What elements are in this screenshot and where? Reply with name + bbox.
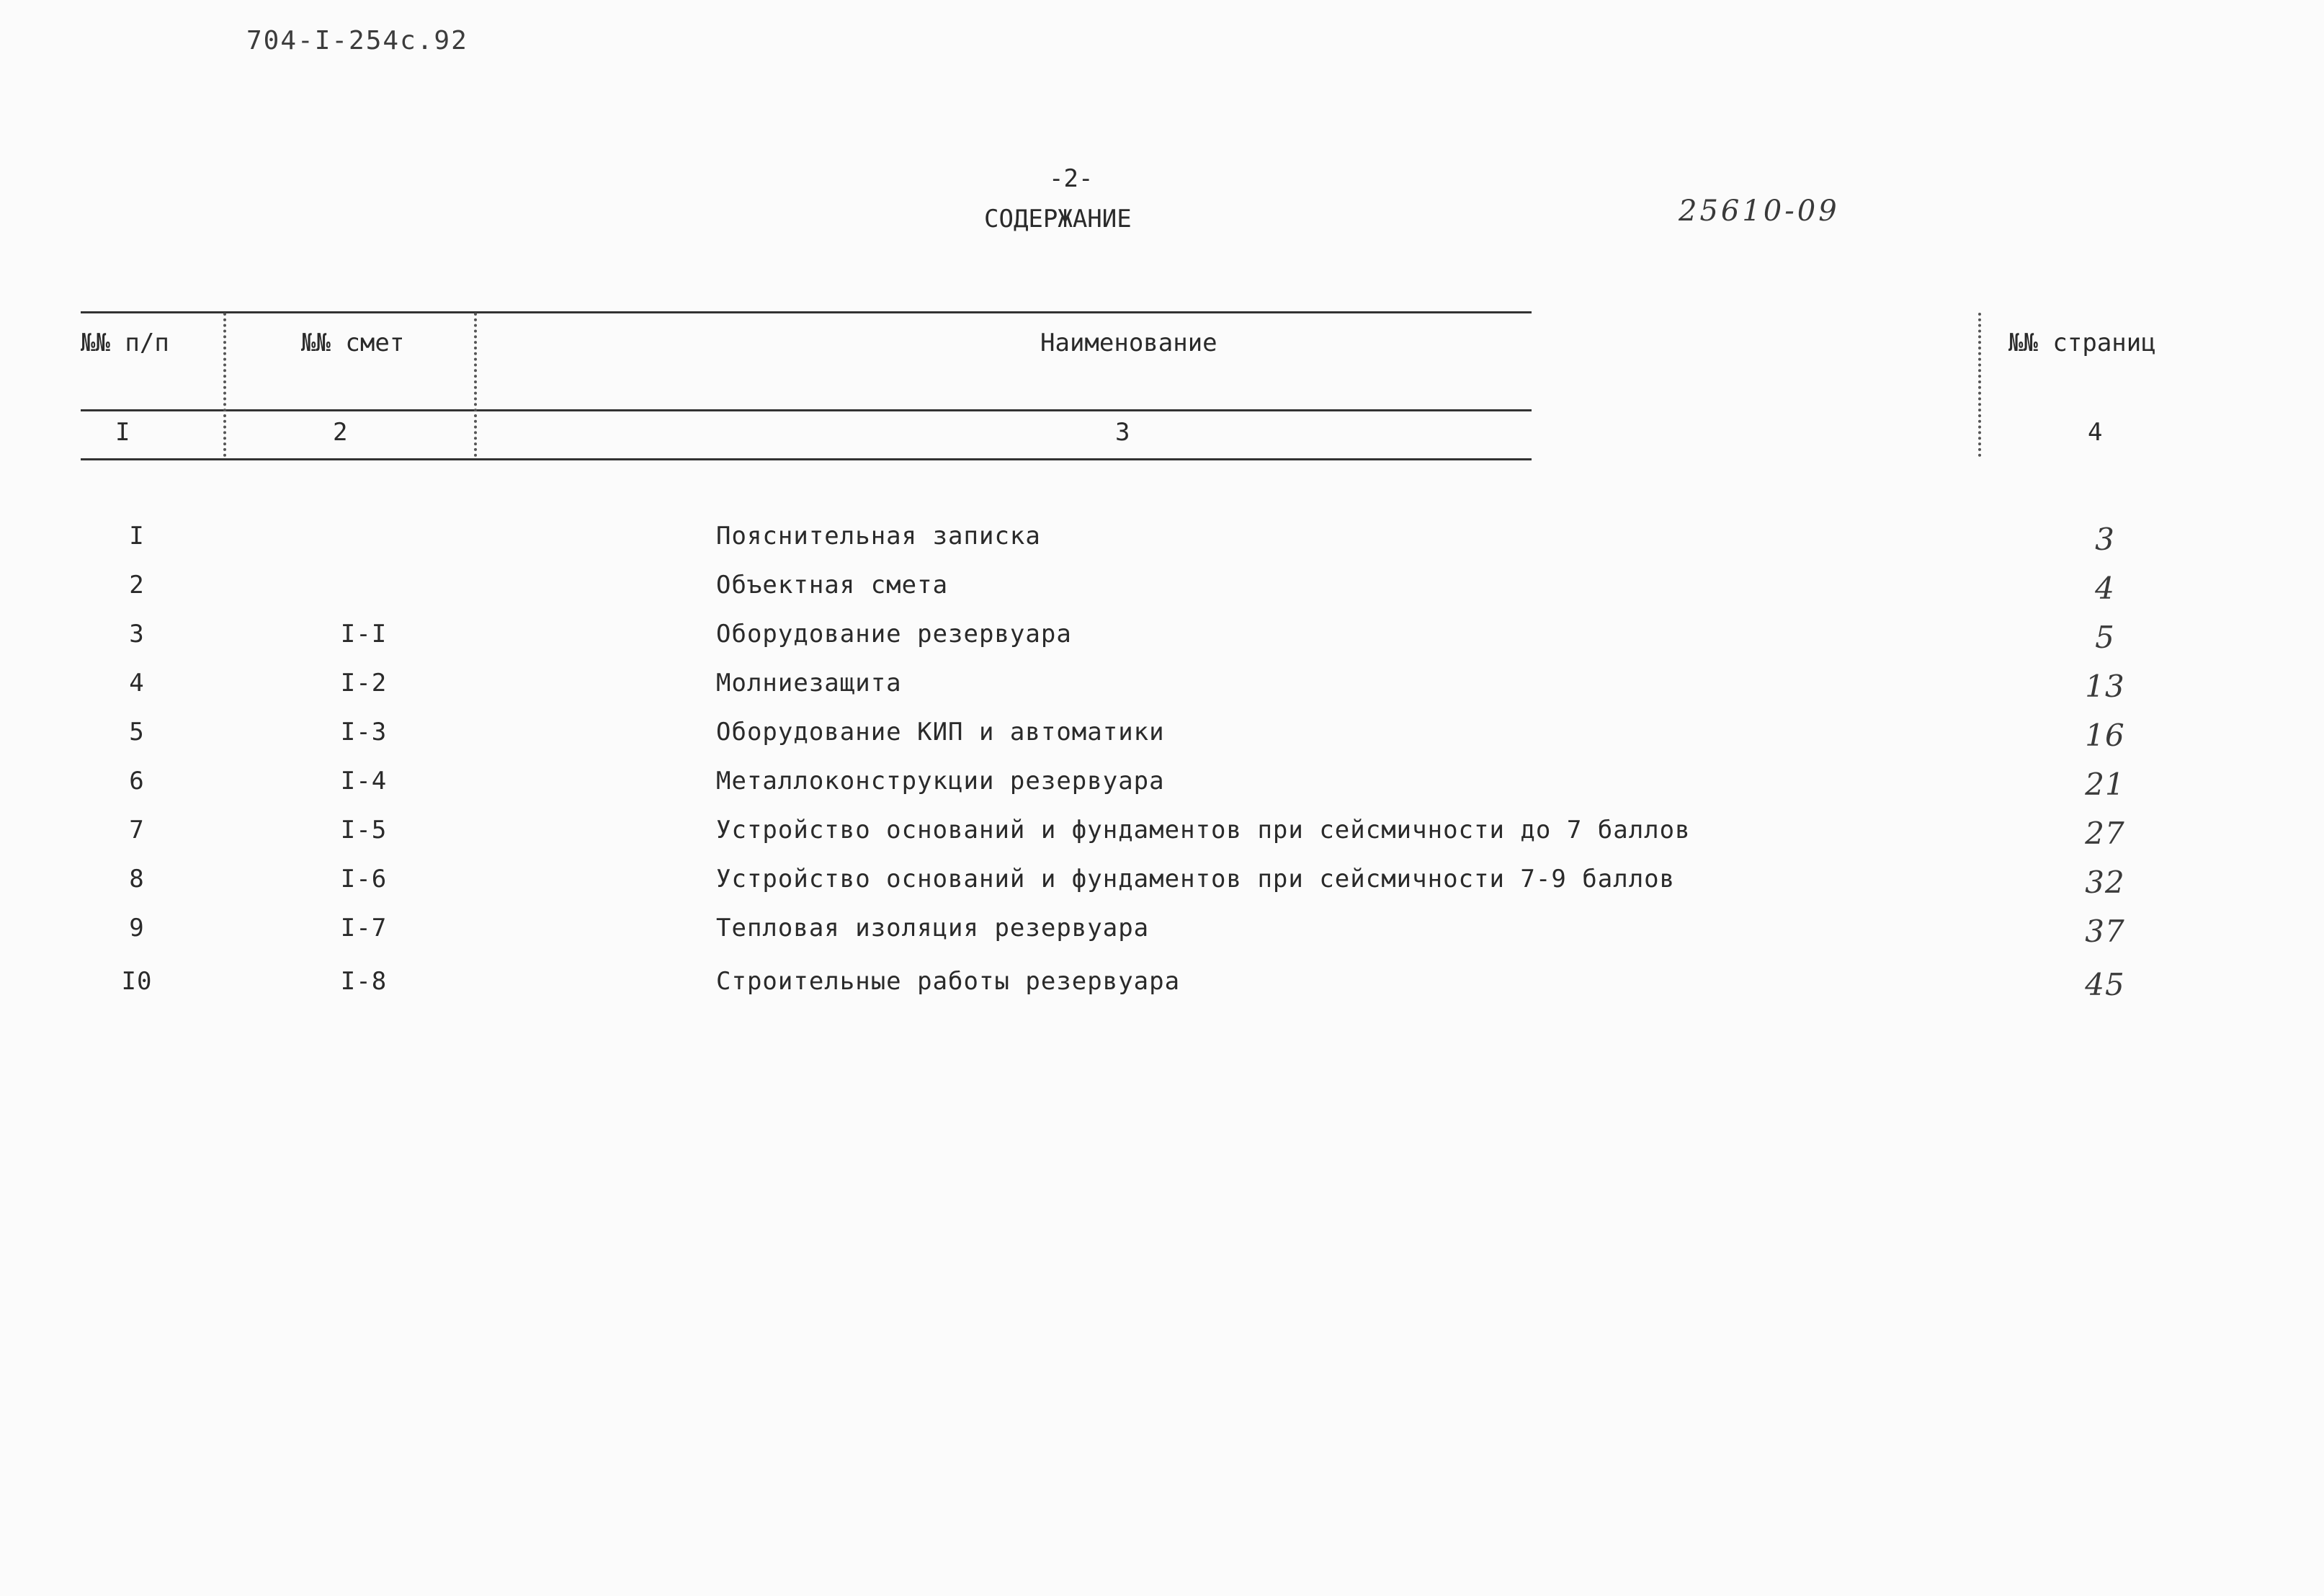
row-name: Тепловая изоляция резервуара: [716, 914, 1150, 942]
row-page: 37: [2085, 914, 2125, 949]
row-estimate: I-I: [340, 620, 388, 648]
table-row: [0, 522, 2324, 571]
row-estimate: I-8: [340, 967, 388, 996]
page-number: -2-: [1049, 164, 1094, 193]
column-number: 3: [1115, 418, 1130, 447]
column-number: 4: [2088, 418, 2103, 447]
row-estimate: I-3: [340, 718, 388, 746]
row-page: 21: [2085, 767, 2125, 802]
row-name: Строительные работы резервуара: [716, 967, 1181, 996]
table-row: [0, 914, 2324, 963]
column-header-estimate-number: №№ смет: [301, 329, 405, 357]
table-top-rule: [81, 311, 1532, 313]
row-page: 13: [2085, 669, 2125, 704]
row-name: Металлоконструкции резервуара: [716, 767, 1165, 795]
column-header-name: Наименование: [1040, 329, 1217, 357]
row-name: Пояснительная записка: [716, 522, 1041, 550]
column-divider: [1978, 313, 1981, 457]
table-numbering-rule: [81, 458, 1532, 460]
row-page: 32: [2085, 865, 2125, 900]
table-row: [0, 865, 2324, 914]
row-number: 6: [129, 767, 145, 795]
row-name: Оборудование КИП и автоматики: [716, 718, 1165, 746]
column-divider: [474, 313, 477, 457]
row-name: Молниезащита: [716, 669, 902, 697]
column-header-item-number: №№ п/п: [81, 329, 169, 357]
document-code: 704-I-254с.92: [246, 26, 468, 55]
row-estimate: I-7: [340, 914, 388, 942]
table-row: [0, 967, 2324, 1016]
table-header-rule: [81, 409, 1532, 411]
row-number: 8: [129, 865, 145, 893]
column-header-page-number: №№ страниц: [2008, 329, 2156, 357]
table-row: [0, 816, 2324, 865]
table-row: [0, 620, 2324, 669]
row-number: 2: [129, 571, 145, 599]
row-name: Устройство оснований и фундаментов при сейсмичности 7-9 баллов: [716, 865, 1676, 893]
row-estimate: I-2: [340, 669, 388, 697]
row-page: 4: [2095, 571, 2115, 606]
row-page: 16: [2085, 718, 2125, 753]
handwritten-sheet-code: 25610-09: [1679, 195, 1840, 228]
table-row: [0, 767, 2324, 816]
row-name: Оборудование резервуара: [716, 620, 1072, 648]
row-estimate: I-4: [340, 767, 388, 795]
table-row: [0, 669, 2324, 718]
page-title: СОДЕРЖАНИЕ: [984, 205, 1132, 233]
row-name: Устройство оснований и фундаментов при сейсмичности до 7 баллов: [716, 816, 1691, 844]
row-name: Объектная смета: [716, 571, 949, 599]
table-row: [0, 571, 2324, 620]
row-number: 5: [129, 718, 145, 746]
row-page: 45: [2085, 967, 2125, 1002]
row-estimate: I-5: [340, 816, 388, 844]
row-page: 5: [2095, 620, 2115, 655]
row-page: 27: [2085, 816, 2125, 851]
row-number: 9: [129, 914, 145, 942]
row-number: 3: [129, 620, 145, 648]
table-row: [0, 718, 2324, 767]
row-number: I0: [121, 967, 153, 996]
row-number: I: [129, 522, 145, 550]
column-divider: [223, 313, 226, 457]
column-number: 2: [333, 418, 348, 447]
row-number: 4: [129, 669, 145, 697]
row-estimate: I-6: [340, 865, 388, 893]
row-page: 3: [2095, 522, 2115, 557]
row-number: 7: [129, 816, 145, 844]
column-number: I: [115, 418, 130, 447]
